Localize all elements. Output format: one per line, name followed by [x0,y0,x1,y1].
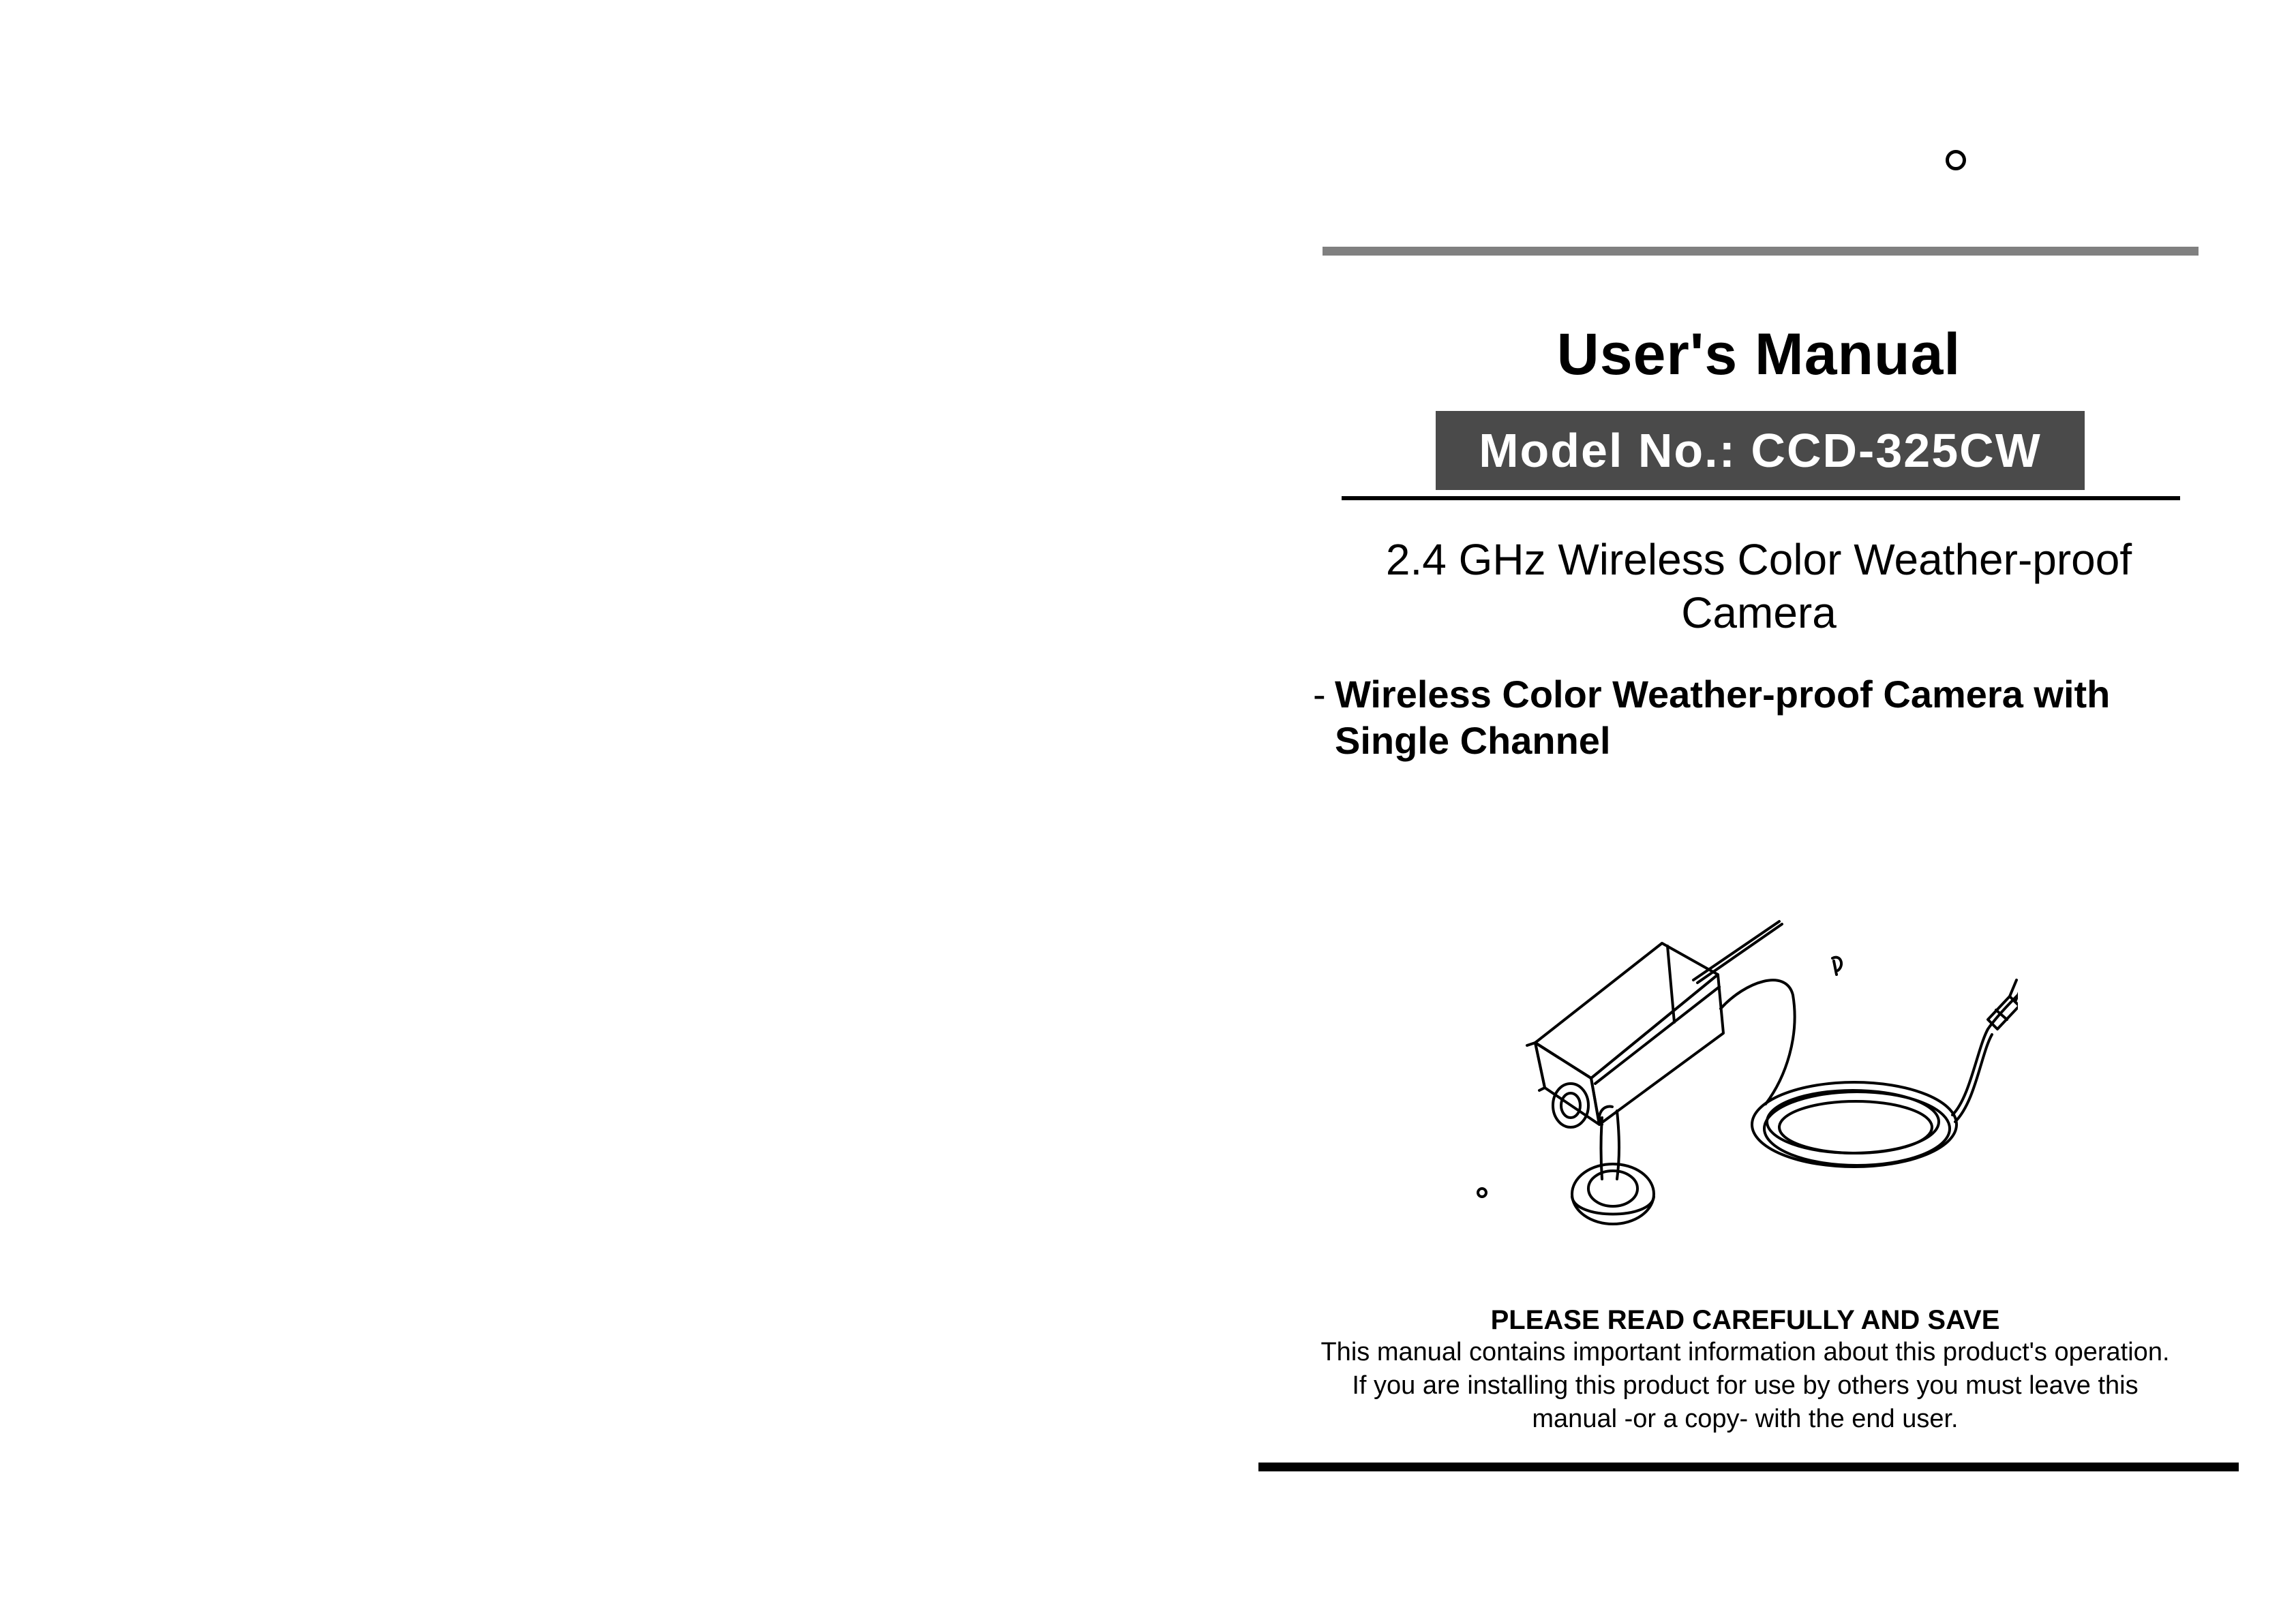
bottom-divider [1258,1463,2239,1471]
security-camera-illustration-icon [1500,900,2018,1227]
registration-dot-icon [1477,1187,1487,1198]
registration-circle-icon [1946,150,1966,170]
top-divider [1323,247,2199,256]
bullet-line-2: Single Channel [1335,719,1611,762]
product-bullet [1313,671,2213,764]
product-subtitle [1336,533,2181,639]
notice-line-3: manual -or a copy- with the end user. [1532,1405,1959,1433]
notice-text [1282,1336,2209,1436]
notice-heading: PLEASE READ CAREFULLY AND SAVE [1490,1305,2000,1335]
model-number-banner: Model No.: CCD-325CW [1436,411,2085,490]
subtitle-line-1: 2.4 GHz Wireless Color Weather-proof [1385,535,2132,584]
notice-line-1: This manual contains important information about this product's operation. [1320,1338,2170,1366]
bullet-line-1: Wireless Color Weather-proof Camera with [1335,673,2111,716]
notice-line-2: If you are installing this product for use by others you must leave this [1352,1371,2139,1400]
title-underline [1342,496,2180,500]
manual-title: User's Manual [1556,322,1961,387]
bullet-dash: - [1313,673,1326,716]
subtitle-line-2: Camera [1681,588,1837,637]
